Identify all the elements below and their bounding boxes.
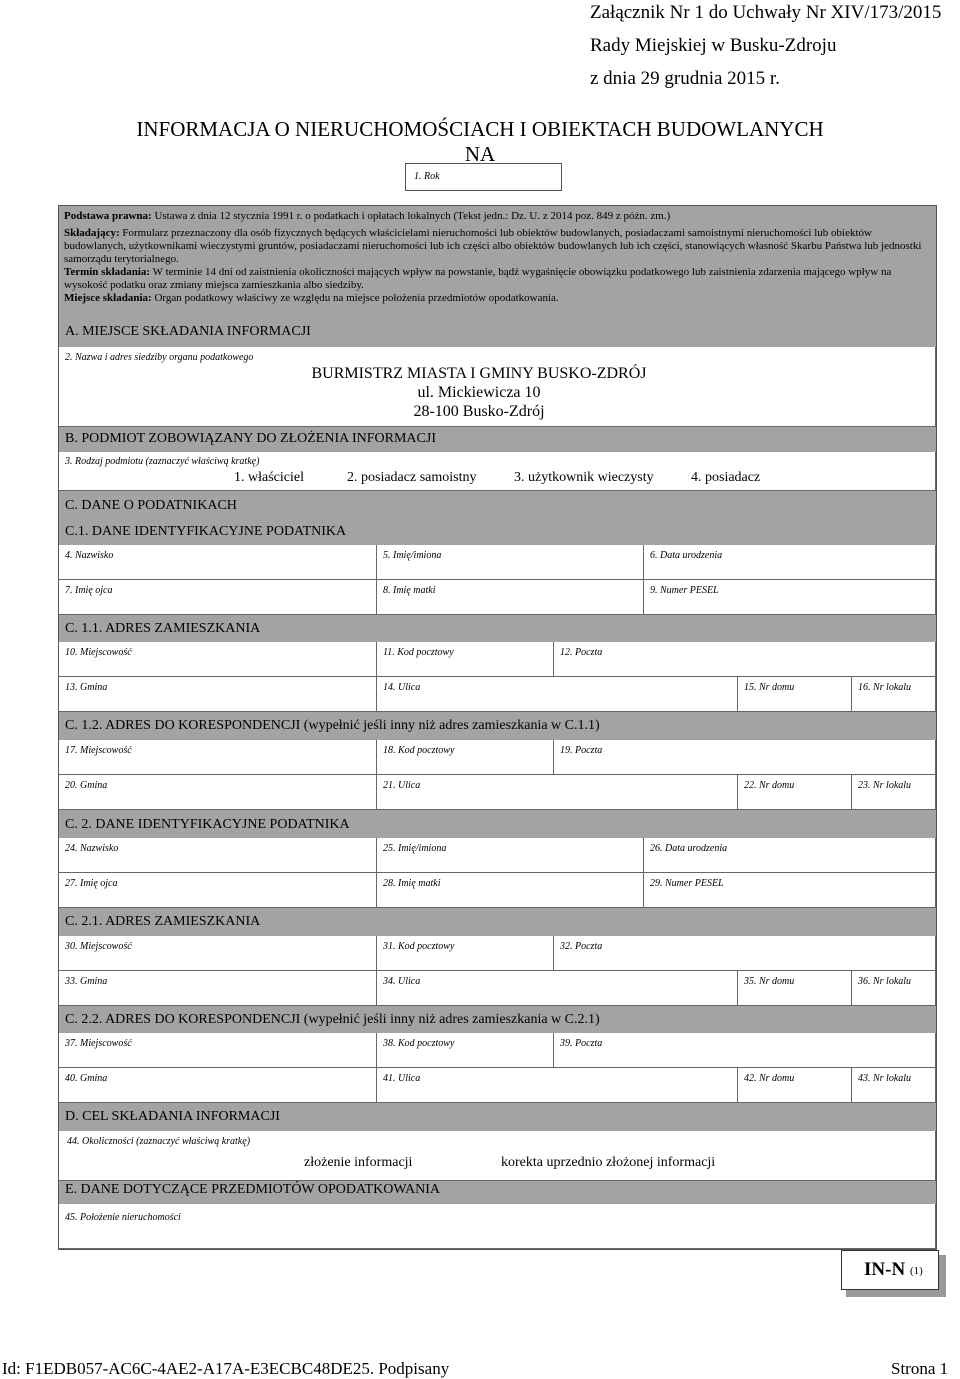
deadline-label: Termin składania: <box>64 266 151 278</box>
option-correction[interactable]: korekta uprzednio złożonej informacji <box>501 1155 716 1170</box>
section-c2-title: C. 2. DANE IDENTYFIKACYJNE PODATNIKA <box>65 817 350 832</box>
field-21[interactable] <box>377 775 738 810</box>
field-31-label: 31. Kod pocztowy <box>383 941 455 952</box>
field-20[interactable] <box>59 775 377 810</box>
field-23[interactable] <box>852 775 936 810</box>
field-30-label: 30. Miejscowość <box>65 941 132 952</box>
field-18[interactable] <box>377 740 554 775</box>
field-39-label: 39. Poczta <box>560 1038 603 1049</box>
field-20-label: 20. Gmina <box>65 780 108 791</box>
field-35[interactable] <box>738 971 852 1006</box>
field-13-label: 13. Gmina <box>65 682 108 693</box>
option-perpetual-user[interactable]: 3. użytkownik wieczysty <box>514 470 654 485</box>
field-4[interactable] <box>59 545 377 580</box>
field-27-label: 27. Imię ojca <box>65 878 118 889</box>
field-14[interactable] <box>377 677 738 712</box>
field-11-label: 11. Kod pocztowy <box>383 647 454 658</box>
field-2-label: 2. Nazwa i adres siedziby organu podatkowego <box>65 352 254 363</box>
field-35-label: 35. Nr domu <box>744 976 795 987</box>
field-29-label: 29. Numer PESEL <box>650 878 724 889</box>
field-32[interactable] <box>554 936 936 971</box>
field-24[interactable] <box>59 838 377 873</box>
page-number: Strona 1 <box>891 1359 949 1378</box>
section-e-title: E. DANE DOTYCZĄCE PRZEDMIOTÓW OPODATKOWANIA <box>65 1182 440 1197</box>
field-10[interactable] <box>59 642 377 677</box>
form-code-suffix: (1) <box>910 1265 923 1277</box>
year-box[interactable] <box>405 163 562 191</box>
field-8-label: 8. Imię matki <box>383 585 436 596</box>
field-43-label: 43. Nr lokalu <box>858 1073 912 1084</box>
field-25-label: 25. Imię/imiona <box>383 843 447 854</box>
header-line-3: z dnia 29 grudnia 2015 r. <box>590 68 780 89</box>
field-19-label: 19. Poczta <box>560 745 603 756</box>
authority-city: 28-100 Busko-Zdrój <box>413 403 545 420</box>
field-25[interactable] <box>377 838 644 873</box>
option-independent-possessor[interactable]: 2. posiadacz samoistny <box>347 470 477 485</box>
header-line-1: Załącznik Nr 1 do Uchwały Nr XIV/173/2015 <box>590 2 942 23</box>
field-24-label: 24. Nazwisko <box>65 843 119 854</box>
authority-name: BURMISTRZ MIASTA I GMINY BUSKO-ZDRÓJ <box>311 365 647 382</box>
field-3-label: 3. Rodzaj podmiotu (zaznaczyć właściwą kratkę) <box>65 456 260 467</box>
field-38-label: 38. Kod pocztowy <box>383 1038 455 1049</box>
field-15-label: 15. Nr domu <box>744 682 795 693</box>
form-code: IN-N <box>864 1259 906 1280</box>
document-id: Id: F1EDB057-AC6C-4AE2-A17A-E3ECBC48DE25. Podpisany <box>2 1359 450 1378</box>
field-44-label: 44. Okoliczności (zaznaczyć właściwą kratkę) <box>67 1136 251 1147</box>
field-39[interactable] <box>554 1033 936 1068</box>
field-12[interactable] <box>554 642 936 677</box>
field-22-label: 22. Nr domu <box>744 780 795 791</box>
field-14-label: 14. Ulica <box>383 682 421 693</box>
form-title: INFORMACJA O NIERUCHOMOŚCIACH I OBIEKTACH BUDOWLANYCH <box>136 117 824 141</box>
section-a-title: A. MIEJSCE SKŁADANIA INFORMACJI <box>65 324 311 339</box>
field-12-label: 12. Poczta <box>560 647 603 658</box>
field-41-label: 41. Ulica <box>383 1073 421 1084</box>
place-text: Organ podatkowy właściwy ze względu na miejsce położenia przedmiotów opodatkowania. <box>154 292 559 304</box>
header-line-2: Rady Miejskiej w Busku-Zdroju <box>590 35 837 56</box>
field-43[interactable] <box>852 1068 936 1103</box>
field-19[interactable] <box>554 740 936 775</box>
field-26[interactable] <box>644 838 936 873</box>
field-16[interactable] <box>852 677 936 712</box>
field-9-label: 9. Numer PESEL <box>650 585 719 596</box>
section-c21-title: C. 2.1. ADRES ZAMIESZKANIA <box>65 914 261 929</box>
field-38[interactable] <box>377 1033 554 1068</box>
field-21-label: 21. Ulica <box>383 780 421 791</box>
field-11[interactable] <box>377 642 554 677</box>
field-23-label: 23. Nr lokalu <box>858 780 912 791</box>
field-7-label: 7. Imię ojca <box>65 585 113 596</box>
option-owner[interactable]: 1. właściciel <box>234 470 304 485</box>
field-40-label: 40. Gmina <box>65 1073 108 1084</box>
filers-label: Składający: <box>64 227 120 239</box>
section-c1-title: C.1. DANE IDENTYFIKACYJNE PODATNIKA <box>65 524 347 539</box>
field-36-label: 36. Nr lokalu <box>858 976 912 987</box>
field-18-label: 18. Kod pocztowy <box>383 745 455 756</box>
field-33[interactable] <box>59 971 377 1006</box>
field-28[interactable] <box>377 873 644 908</box>
form-title-na: NA <box>464 142 496 166</box>
place-label: Miejsce składania: <box>64 292 152 304</box>
section-d-title: D. CEL SKŁADANIA INFORMACJI <box>65 1109 280 1124</box>
field-5[interactable] <box>377 545 644 580</box>
legal-basis-text: Ustawa z dnia 12 stycznia 1991 r. o podatkach i opłatach lokalnych (Tekst jedn.: Dz. U. z 2014 poz. 849 z późn. zm.) <box>154 210 671 222</box>
field-22[interactable] <box>738 775 852 810</box>
field-34[interactable] <box>377 971 738 1006</box>
field-15[interactable] <box>738 677 852 712</box>
section-b-title: B. PODMIOT ZOBOWIĄZANY DO ZŁOŻENIA INFORMACJI <box>65 431 436 446</box>
legal-basis-label: Podstawa prawna: <box>64 210 152 222</box>
year-label: 1. Rok <box>414 171 440 182</box>
section-c22-title: C. 2.2. ADRES DO KORESPONDENCJI (wypełnić jeśli inny niż adres zamieszkania w C.2.1) <box>65 1012 600 1027</box>
field-5-label: 5. Imię/imiona <box>383 550 442 561</box>
field-40[interactable] <box>59 1068 377 1103</box>
form-code-box <box>841 1250 939 1290</box>
field-27[interactable] <box>59 873 377 908</box>
field-8[interactable] <box>377 580 644 615</box>
field-6[interactable] <box>644 545 936 580</box>
field-4-label: 4. Nazwisko <box>65 550 114 561</box>
section-c-title: C. DANE O PODATNIKACH <box>65 498 237 513</box>
form-frame <box>58 205 937 1250</box>
field-33-label: 33. Gmina <box>65 976 108 987</box>
field-36[interactable] <box>852 971 936 1006</box>
field-17-label: 17. Miejscowość <box>65 745 132 756</box>
field-16-label: 16. Nr lokalu <box>858 682 912 693</box>
field-44-purpose <box>59 1131 936 1181</box>
field-17[interactable] <box>59 740 377 775</box>
field-41[interactable] <box>377 1068 738 1103</box>
field-3-subject-type <box>59 452 936 491</box>
field-31[interactable] <box>377 936 554 971</box>
field-7[interactable] <box>59 580 377 615</box>
field-42-label: 42. Nr domu <box>744 1073 795 1084</box>
field-10-label: 10. Miejscowość <box>65 647 132 658</box>
field-37-label: 37. Miejscowość <box>65 1038 132 1049</box>
field-42[interactable] <box>738 1068 852 1103</box>
filers-text: Formularz przeznaczony dla osób fizycznych będących właścicielami nieruchomości lub obiektów budowlanych, posiadaczami samoistnymi nieruchomości lub obiektów budowlanych, użytkownikami wieczystymi gruntów, posiadaczami nieruchomości lub ich części albo obiektów budowlanych lub ich części, stanowiących własność Skarbu Państwa lub jednostki samorządu terytorialnego. <box>64 227 922 265</box>
option-possessor[interactable]: 4. posiadacz <box>691 470 761 485</box>
field-9[interactable] <box>644 580 936 615</box>
field-32-label: 32. Poczta <box>560 941 603 952</box>
field-6-label: 6. Data urodzenia <box>650 550 723 561</box>
field-30[interactable] <box>59 936 377 971</box>
option-submission[interactable]: złożenie informacji <box>304 1155 413 1170</box>
deadline-text: W terminie 14 dni od zaistnienia okoliczności mających wpływ na powstanie, bądź wygaśnięcie obowiązku podatkowego lub zaistnienia zdarzenia mającego wpływ na wysokość podatku oraz zmiany miejsca zamieszkania albo siedziby. <box>64 266 892 291</box>
field-45-label: 45. Położenie nieruchomości <box>65 1212 181 1223</box>
field-45-location[interactable] <box>59 1204 936 1249</box>
field-34-label: 34. Ulica <box>383 976 421 987</box>
section-c12-title: C. 1.2. ADRES DO KORESPONDENCJI (wypełnić jeśli inny niż adres zamieszkania w C.1.1) <box>65 718 600 733</box>
section-c11-title: C. 1.1. ADRES ZAMIESZKANIA <box>65 621 261 636</box>
field-28-label: 28. Imię matki <box>383 878 441 889</box>
legal-basis-block <box>59 206 938 309</box>
authority-street: ul. Mickiewicza 10 <box>417 384 541 401</box>
field-13[interactable] <box>59 677 377 712</box>
field-26-label: 26. Data urodzenia <box>650 843 728 854</box>
field-2-authority <box>59 347 936 427</box>
field-29[interactable] <box>644 873 936 908</box>
field-37[interactable] <box>59 1033 377 1068</box>
